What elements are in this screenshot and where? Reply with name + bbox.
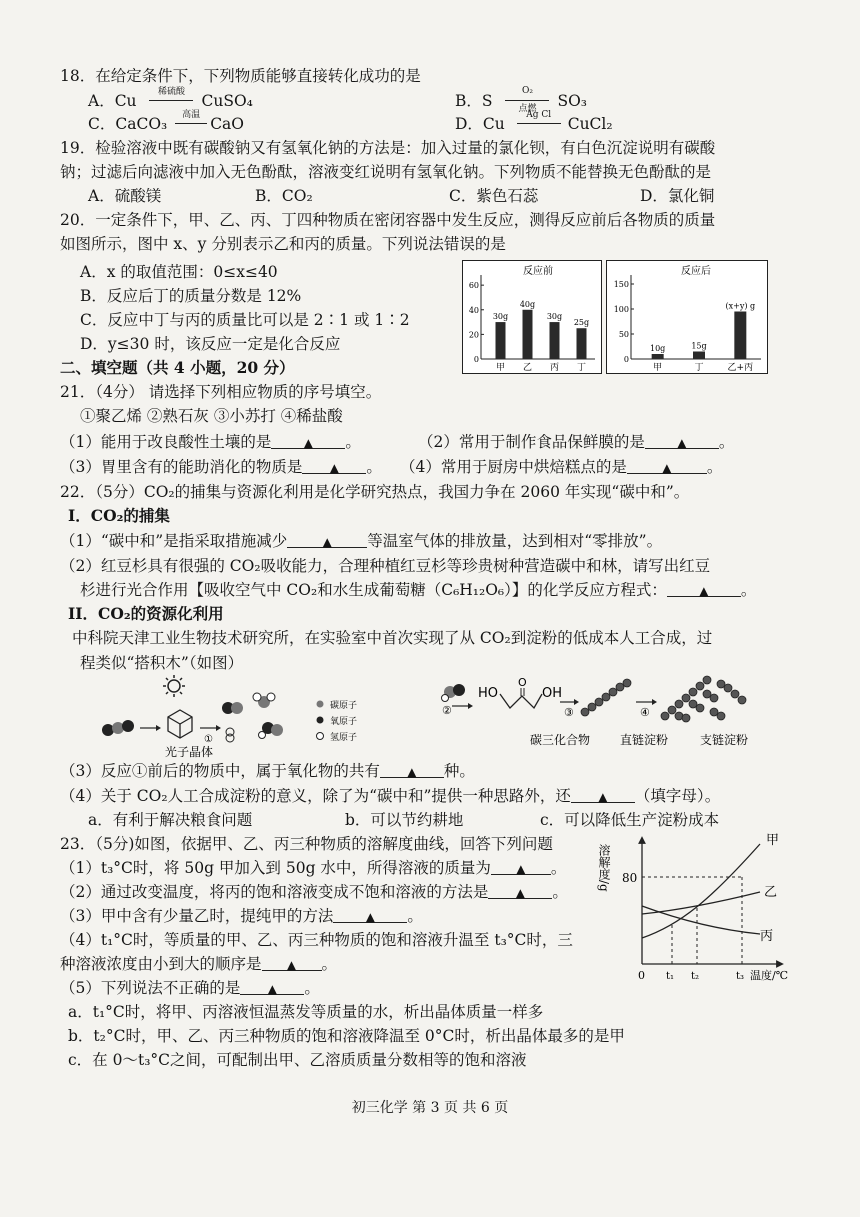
chart-1-bar-1: [693, 352, 705, 360]
q22-choice-c: c．可以降低生产淀粉成本: [540, 811, 720, 829]
answer-blank[interactable]: ▲: [627, 457, 707, 474]
chart-0-bar-2: [550, 322, 560, 359]
label-bing: 丙: [760, 929, 774, 944]
q19-option-c: C．紫色石蕊: [449, 187, 539, 205]
q22-heading-1: I．CO₂的捕集: [68, 506, 170, 525]
q19-line2: 钠；过滤后向滤液中加入无色酚酞，溶液变红说明有氢氧化钠。下列物质不能替换无色酚酞的是: [60, 163, 712, 181]
oh-group: OH: [542, 686, 563, 701]
product-c3: 碳三化合物: [530, 733, 591, 747]
q22-intro-line2: 程类似“搭积木”（如图）: [80, 654, 244, 672]
q18-stem: 18．在给定条件下，下列物质能够直接转化成功的是: [60, 67, 421, 85]
ho-group: HO: [478, 686, 499, 701]
linear-starch-icon: [581, 679, 631, 716]
chart-0-bar-1: [523, 310, 533, 359]
label-yi: 乙: [764, 885, 778, 900]
chart-1-bar-2: [734, 312, 746, 360]
q23-stem: 23．（5分)如图，依据甲、乙、丙三种物质的溶解度曲线，回答下列问题: [60, 835, 553, 853]
q22-choice-a: a．有利于解决粮食问题: [88, 811, 253, 829]
step-4-label: ④: [640, 706, 650, 719]
q23-part3: （3）甲中含有少量乙时，提纯甲的方法 ▲ 。: [60, 907, 423, 925]
chart-before: [462, 260, 602, 374]
branched-starch-icon: [661, 676, 746, 722]
chart-0-data-label-0: 30g: [492, 312, 509, 322]
x-tick-t3: t₃: [736, 971, 745, 982]
answer-blank[interactable]: ▲: [287, 531, 367, 548]
q18-option-b: B．S O₂ 点燃 SO₃: [455, 86, 587, 114]
q23-part5: （5）下列说法不正确的是 ▲ 。: [60, 979, 320, 997]
q18-option-a: A．Cu 稀硫酸 CuSO₄: [88, 87, 253, 110]
answer-blank[interactable]: ▲: [240, 978, 304, 995]
x-origin: 0: [638, 969, 645, 982]
molecule-icon: [442, 684, 466, 702]
q22-part3: （3）反应①前后的物质中，属于氧化物的共有 ▲ 种。: [60, 762, 475, 780]
q22-part2-line1: （2）红豆杉具有很强的 CO₂吸收能力，合理种植红豆杉等珍贵树种营造碳中和林，请写出红豆: [60, 557, 711, 575]
legend-oxygen: 氧原子: [330, 717, 358, 727]
chart-1-y-tick-2: 100: [613, 305, 629, 314]
chart-0-data-label-2: 30g: [546, 312, 563, 322]
legend-carbon: 碳原子: [330, 701, 358, 711]
chart-0-title: 反应前: [523, 266, 553, 277]
q21-part4: （4）常用于厨房中烘焙糕点的是 ▲ 。: [400, 458, 723, 476]
y-axis-label: 溶解度/g: [597, 844, 611, 892]
label-jia: 甲: [766, 833, 780, 848]
chart-0-y-tick-1: 20: [468, 330, 479, 340]
chart-0-data-label-3: 25g: [573, 318, 590, 328]
q19-option-d: D．氯化铜: [640, 187, 715, 205]
page-footer: 初三化学 第 3 页 共 6 页: [351, 1100, 509, 1116]
q21-part2: （2）常用于制作食品保鲜膜的是 ▲ 。: [418, 433, 735, 451]
chart-0-data-label-1: 40g: [519, 299, 536, 309]
q19-line1: 19．检验溶液中既有碳酸钠又有氢氧化钠的方法是：加入过量的氯化钡，有白色沉淀说明有碳酸: [60, 139, 716, 157]
legend-hydrogen: 氢原子: [330, 733, 358, 743]
chart-1-y-tick-0: 0: [623, 355, 629, 364]
solubility-graph: [597, 830, 800, 982]
section-2-heading: 二、填空题（共 4 小题，20 分）: [60, 358, 295, 377]
x-tick-t2: t₂: [691, 971, 700, 982]
answer-blank[interactable]: ▲: [271, 432, 345, 449]
chart-after: [606, 260, 768, 374]
molecule-icon: [259, 722, 284, 739]
chart-0-bar-3: [577, 328, 587, 359]
q22-part4: （4）关于 CO₂人工合成淀粉的意义，除了为“碳中和”提供一种思路外，还 ▲ （填字母）。: [60, 787, 721, 805]
y-tick-80: 80: [622, 871, 638, 885]
answer-blank[interactable]: ▲: [488, 882, 552, 899]
chart-1-data-label-1: 15g: [691, 341, 707, 351]
q18-option-c: C．CaCO₃ 高温 CaO: [88, 110, 244, 133]
q22-part2-line2: 杉进行光合作用【吸收空气中 CO₂和水生成葡萄糖（C₆H₁₂O₆）】的化学反应方程式： ▲ 。: [80, 581, 757, 599]
product-linear-starch: 直链淀粉: [620, 733, 669, 747]
co-molecule-icon: [222, 702, 243, 714]
q18-option-d: D．Cu Ag Cl CuCl₂: [455, 110, 613, 133]
photonic-crystal-icon: [168, 710, 192, 738]
answer-blank[interactable]: ▲: [645, 432, 719, 449]
chart-0-category-1: 乙: [522, 363, 533, 373]
q21-part3: （3）胃里含有的能助消化的物质是 ▲ 。: [60, 458, 382, 476]
chart-1-category-1: 丁: [694, 363, 704, 373]
chart-0-category-2: 丙: [549, 363, 560, 373]
answer-blank[interactable]: ▲: [302, 457, 366, 474]
carbonyl-o: O: [518, 676, 527, 689]
chart-1-bar-0: [652, 354, 664, 359]
q23-part4-line1: （4）t₁°C时，等质量的甲、乙、丙三种物质的饱和溶液升温至 t₃°C时，三: [60, 931, 573, 949]
chart-0-y-tick-0: 0: [473, 355, 479, 364]
oxygen-atom-icon: [317, 717, 324, 724]
q21-items: ①聚乙烯 ②熟石灰 ③小苏打 ④稀盐酸: [80, 407, 343, 425]
chart-1-y-tick-3: 150: [613, 280, 629, 289]
carbon-atom-icon: [317, 701, 324, 708]
answer-blank[interactable]: ▲: [333, 906, 407, 923]
starch-synthesis-diagram: [90, 672, 790, 764]
hydrogen-atom-icon: [317, 733, 324, 740]
q23-option-c: c．在 0～t₃°C之间，可配制出甲、乙溶质质量分数相等的饱和溶液: [68, 1051, 527, 1069]
q22-stem: 22．（5分）CO₂的捕集与资源化利用是化学研究热点，我国力争在 2060 年实现“碳中和”。: [60, 483, 690, 501]
q23-part2: （2）通过改变温度，将丙的饱和溶液变成不饱和溶液的方法是 ▲ 。: [60, 883, 568, 901]
q23-part1: （1）t₃°C时，将 50g 甲加入到 50g 水中，所得溶液的质量为 ▲ 。: [60, 859, 567, 877]
q23-option-a: a．t₁°C时，将甲、丙溶液恒温蒸发等质量的水，析出晶体质量一样多: [68, 1003, 544, 1021]
chart-1-data-label-2: (x+y) g: [725, 301, 756, 311]
chart-1-data-label-0: 10g: [650, 344, 666, 353]
sun-icon: [163, 675, 185, 697]
answer-blank[interactable]: ▲: [667, 580, 741, 597]
answer-blank[interactable]: ▲: [262, 954, 322, 971]
q20-option-b: B．反应后丁的质量分数是 12%: [80, 287, 302, 305]
q20-option-a: A．x 的取值范围：0≤x≤40: [80, 263, 278, 281]
step-1-label: ①: [204, 734, 213, 745]
chart-0-y-tick-2: 40: [468, 305, 479, 315]
chart-0-category-3: 丁: [576, 363, 587, 373]
q20-line1: 20．一定条件下，甲、乙、丙、丁四种物质在密闭容器中发生反应，测得反应前后各物质的质量: [60, 211, 716, 229]
x-tick-t1: t₁: [666, 971, 675, 982]
q20-option-c: C．反应中丁与丙的质量比可以是 2∶1 或 1∶2: [80, 311, 410, 329]
answer-blank[interactable]: ▲: [491, 858, 551, 875]
chart-0-bar-0: [496, 322, 506, 359]
product-branched-starch: 支链淀粉: [700, 733, 749, 747]
crystal-label: 光子晶体: [165, 745, 214, 759]
q22-choice-b: b．可以节约耕地: [345, 811, 464, 829]
q23-option-b: b．t₂°C时，甲、乙、丙三种物质的饱和溶液降温至 0°C时，析出晶体最多的是甲: [68, 1027, 625, 1045]
step-2-label: ②: [442, 704, 452, 717]
q20-option-d: D．y≤30 时，该反应一定是化合反应: [80, 335, 341, 353]
chart-1-category-2: 乙+丙: [727, 363, 754, 373]
q19-option-a: A．硫酸镁: [88, 187, 162, 205]
q21-stem: 21．（4分） 请选择下列相应物质的序号填空。: [60, 383, 382, 401]
q22-part1: （1）“碳中和”是指采取措施减少 ▲ 等温室气体的排放量，达到相对“零排放”。: [60, 532, 663, 550]
answer-blank[interactable]: ▲: [571, 786, 635, 803]
chart-0-category-0: 甲: [495, 363, 506, 373]
q22-heading-2: II．CO₂的资源化利用: [68, 604, 224, 623]
x-axis-label: 温度/℃: [750, 969, 789, 982]
chart-0-y-tick-3: 60: [468, 281, 479, 291]
chart-1-title: 反应后: [681, 266, 711, 277]
q19-option-b: B．CO₂: [255, 187, 313, 205]
chart-1-category-0: 甲: [653, 363, 663, 373]
q23-part4-line2: 种溶液浓度由小到大的顺序是 ▲ 。: [60, 955, 338, 973]
chart-1-y-tick-1: 50: [618, 330, 629, 339]
q20-line2: 如图所示，图中 x、y 分别表示乙和丙的质量。下列说法错误的是: [60, 235, 506, 253]
h2-molecule-icon: [226, 728, 234, 742]
q21-part1: （1）能用于改良酸性土壤的是 ▲ 。: [60, 433, 361, 451]
answer-blank[interactable]: ▲: [380, 761, 444, 778]
co2-molecule-icon: [102, 720, 134, 736]
water-molecule-icon: [253, 693, 275, 708]
step-3-label: ③: [564, 706, 574, 719]
q22-intro-line1: 中科院天津工业生物技术研究所，在实验室中首次实现了从 CO₂到淀粉的低成本人工合成，过: [72, 629, 713, 647]
